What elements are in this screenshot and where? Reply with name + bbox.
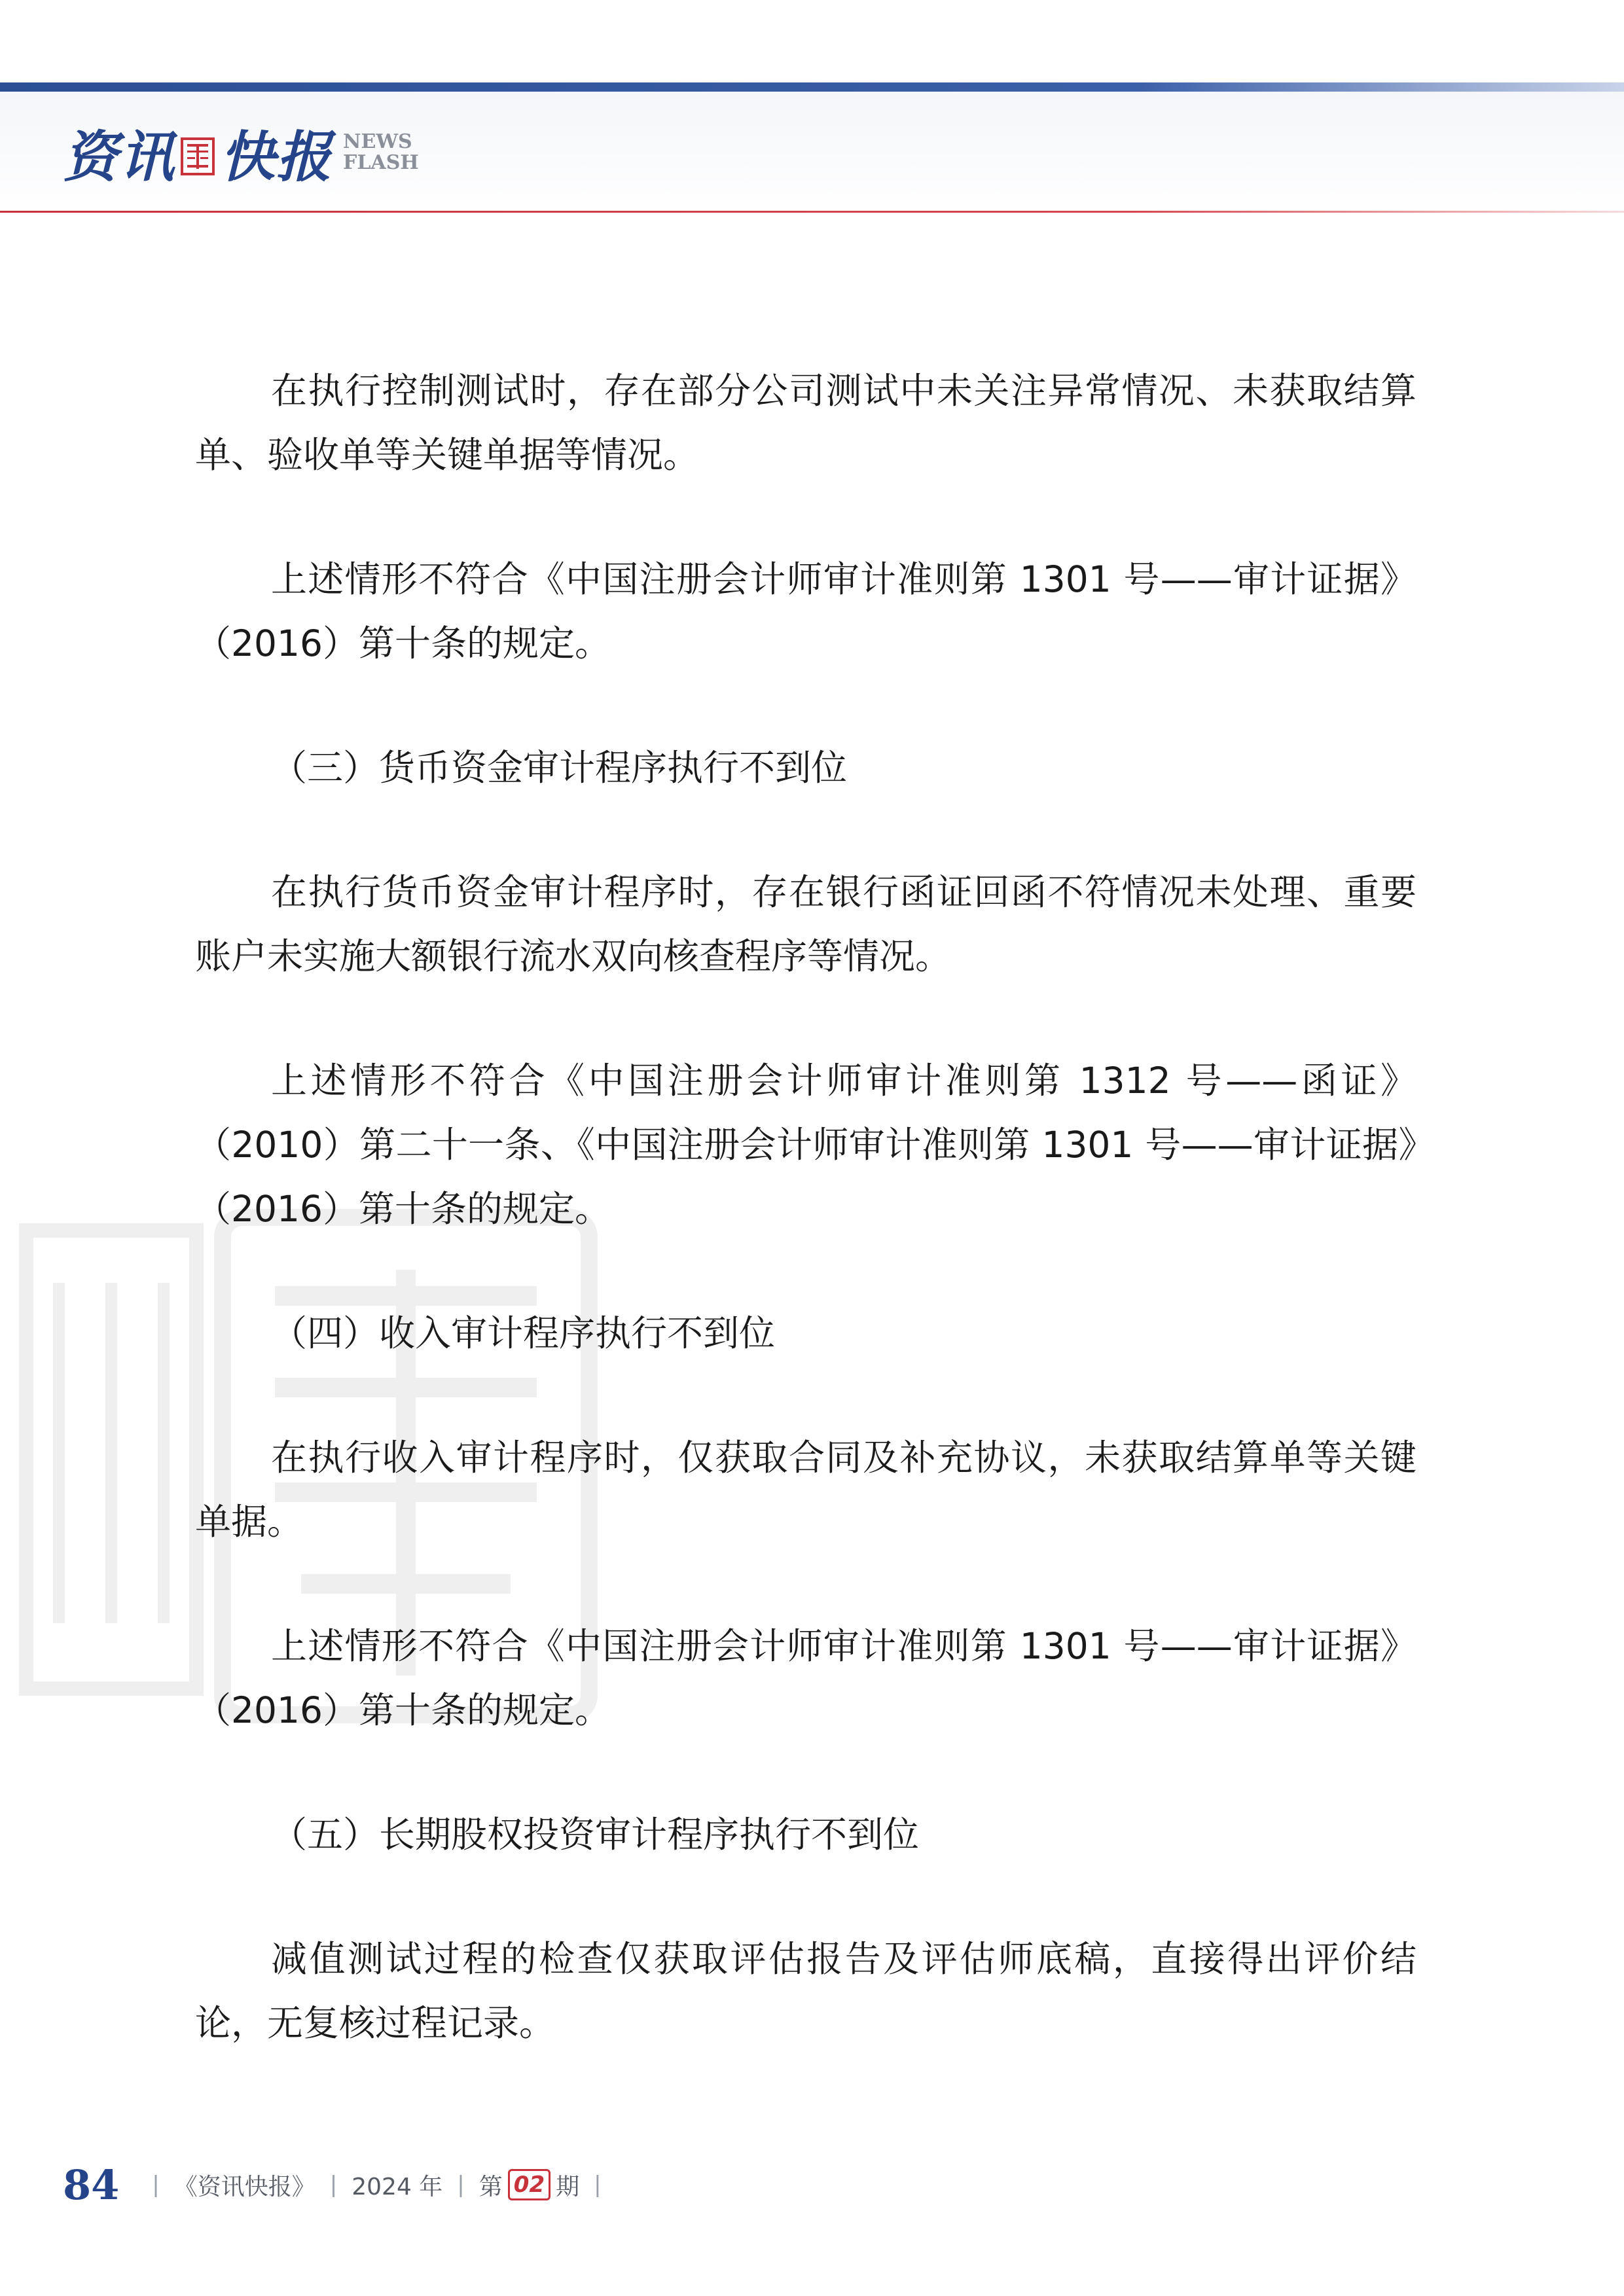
logo-text-part1: 资讯: [63, 124, 176, 189]
seal-icon: [181, 137, 215, 175]
footer-divider: |: [329, 2172, 338, 2198]
page-number: 84: [63, 2161, 120, 2209]
footer-divider: |: [594, 2172, 602, 2198]
footer-divider: |: [152, 2172, 160, 2198]
logo-en-line2: FLASH: [343, 151, 419, 174]
top-band: [0, 0, 1624, 84]
issue-number: 02: [508, 2169, 550, 2200]
paragraph: 在执行货币资金审计程序时，存在银行函证回函不符情况未处理、重要账户未实施大额银行流水双向核查程序等情况。: [195, 871, 1416, 977]
paragraph: 上述情形不符合《中国注册会计师审计准则第 1301 号——审计证据》（2016）第十条的规定。: [195, 558, 1416, 664]
paragraph: 在执行收入审计程序时，仅获取合同及补充协议，未获取结算单等关键单据。: [195, 1437, 1416, 1543]
section-heading: （四）收入审计程序执行不到位: [271, 1312, 776, 1354]
publication-name: 《资讯快报》: [173, 2173, 316, 2200]
article-body: [195, 359, 1416, 2115]
header-red-rule: [0, 211, 1624, 213]
paragraph: 减值测试过程的检查仅获取评估报告及评估师底稿，直接得出评价结论，无复核过程记录。: [195, 1938, 1416, 2044]
section-heading: （五）长期股权投资审计程序执行不到位: [271, 1814, 920, 1856]
paragraph: 在执行控制测试时，存在部分公司测试中未关注异常情况、未获取结算单、验收单等关键单据等情况。: [195, 370, 1416, 476]
header-blue-rule: [0, 82, 1624, 92]
issue-suffix: 期: [556, 2173, 580, 2200]
footer-divider: |: [457, 2172, 465, 2198]
publication-logo: [63, 117, 419, 188]
logo-english: [343, 132, 419, 173]
paragraph: 上述情形不符合《中国注册会计师审计准则第 1312 号——函证》（2010）第二十一条、《中国注册会计师审计准则第 1301 号——审计证据》（2016）第十条的规定。: [195, 1060, 1416, 1230]
paragraph: 上述情形不符合《中国注册会计师审计准则第 1301 号——审计证据》（2016）第十条的规定。: [195, 1625, 1416, 1731]
issue-year: 2024 年: [352, 2173, 443, 2200]
issue-prefix: 第: [478, 2173, 503, 2200]
logo-text-part2: 快报: [220, 124, 333, 189]
section-heading: （三）货币资金审计程序执行不到位: [271, 747, 848, 789]
logo-en-line1: NEWS: [343, 130, 412, 153]
page-footer: [63, 2159, 616, 2211]
